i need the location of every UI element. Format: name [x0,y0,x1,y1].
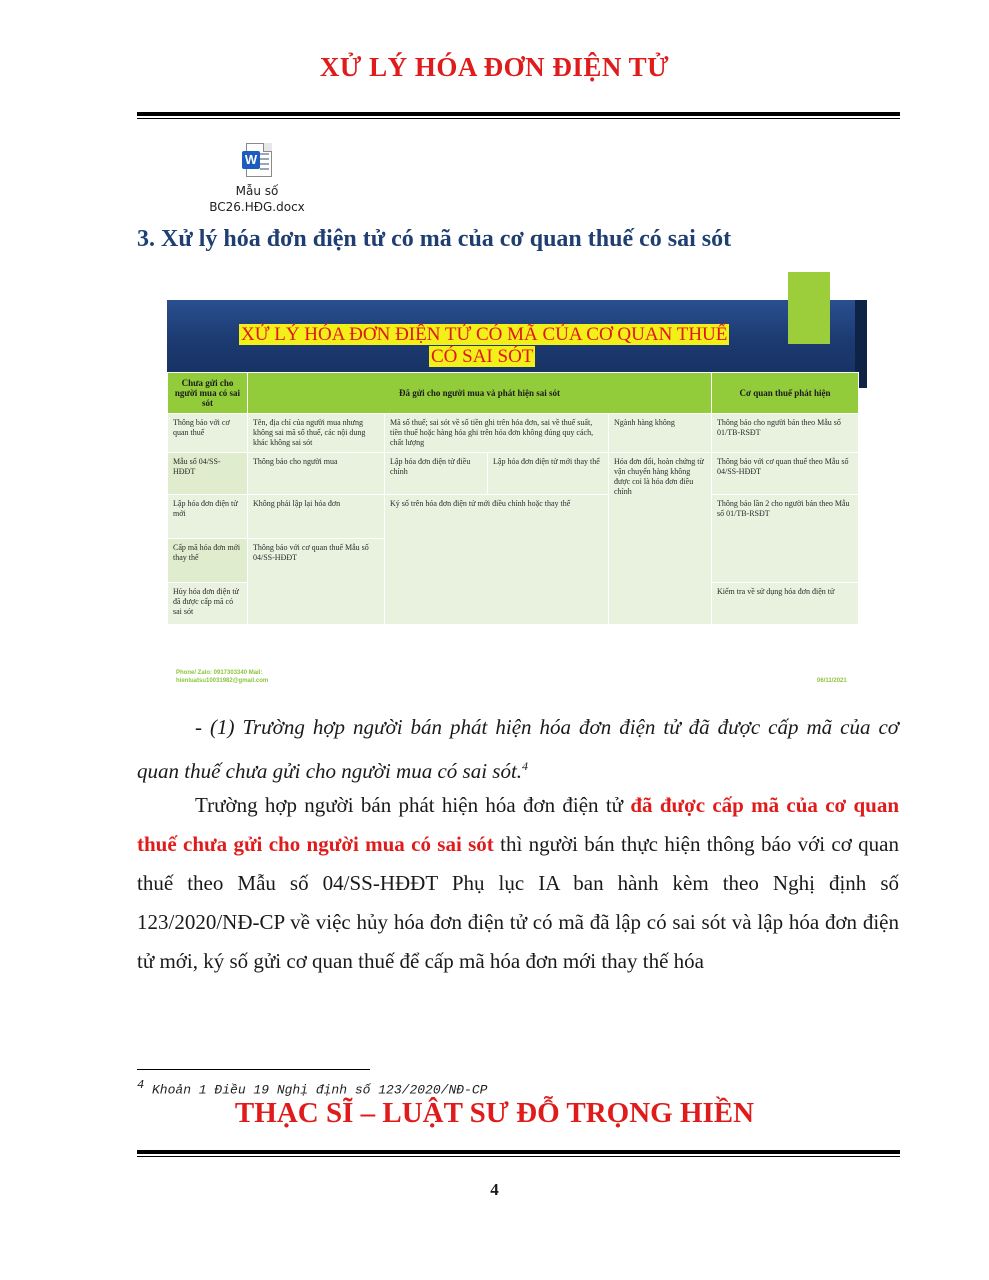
paragraph-2: Trường hợp người bán phát hiện hóa đơn điện tử đã được cấp mã của cơ quan thuế chưa gửi cho người mua có sai sót thì người bán thực hiện thông báo với cơ quan thuế theo Mẫu số 04/SS-HĐĐT Phụ lục IA ban hành kèm theo Nghị định số 123/2020/NĐ-CP về việc hủy hóa đơn điện tử có mã đã lập có sai sót và lập hóa đơn điện tử mới, ký số gửi cơ quan thuế để cấp mã hóa đơn mới thay thế hóa [137,793,899,973]
table-cell: Lập hóa đơn điện tử mới [168,495,248,539]
footer-rule-thick [137,1150,900,1154]
header-rule-thick [137,112,900,116]
table-cell: Hủy hóa đơn điện tử đã được cấp mã có sai sót [168,583,248,625]
attachment-docx[interactable] [205,143,309,215]
table-cell: Kiểm tra về sử dụng hóa đơn điện tử [712,583,859,625]
table-cell: Thông báo với cơ quan thuế theo Mẫu số 04/SS-HĐĐT [712,453,859,495]
highlight-text: đã được cấp mã của cơ quan thuế chưa gửi cho người mua có sai sót [137,793,899,856]
slide-title-line2: CÓ SAI SÓT [431,346,534,367]
footnote: $^4$ Khoản 1 Điều 19 Nghị định số 123/2020/NĐ-CP [137,1078,488,1098]
table-cell: Thông báo với cơ quan thuế Mẫu số 04/SS-HĐĐT [248,539,385,625]
table-cell: Thông báo lần 2 cho người bán theo Mẫu số 01/TB-RSĐT [712,495,859,583]
table-header: Chưa gửi cho người mua có sai sót [168,373,248,414]
table-cell: Thông báo cho người mua [248,453,385,495]
attachment-label: Mẫu số BC26.HĐG.docx [209,184,305,214]
table-cell: Cấp mã hóa đơn mới thay thế [168,539,248,583]
table-cell: Thông báo cho người bán theo Mẫu số 01/TB-RSĐT [712,414,859,453]
slide-footer-date: 06/11/2021 [817,678,847,684]
table-cell: Mã số thuế; sai sót về số tiền ghi trên hóa đơn, sai về thuế suất, tiền thuế hoặc hàng hóa ghi trên hóa đơn không đúng quy cách, chất lượng [385,414,609,453]
table-cell: Tên, địa chỉ của người mua nhưng không sai mã số thuế, các nội dung khác không sai sót [248,414,385,453]
footnote-rule [137,1069,370,1070]
section-heading: 3. Xử lý hóa đơn điện tử có mã của cơ quan thuế có sai sót [137,226,732,252]
table-cell: Không phải lập lại hóa đơn [248,495,385,539]
page-footer-title: THẠC SĨ – LUẬT SƯ ĐỖ TRỌNG HIỀN [234,1097,755,1129]
embedded-slide [167,272,867,692]
table-cell: Hóa đơn đổi, hoàn chứng từ vận chuyển hàng không được coi là hóa đơn điều chỉnh [609,453,712,625]
table-cell: Mẫu số 04/SS-HĐĐT [168,453,248,495]
table-cell: Thông báo với cơ quan thuế [168,414,248,453]
paragraph-1: - (1) Trường hợp người bán phát hiện hóa đơn điện tử đã được cấp mã của cơ quan thuế chưa gửi cho người mua có sai sót.$^4$ [137,715,899,783]
table-cell: Ngành hàng không [609,414,712,453]
table-cell: Lập hóa đơn điện tử mới thay thế [488,453,609,495]
table-cell: Ký số trên hóa đơn điện tử mới điều chỉnh hoặc thay thế [385,495,609,625]
slide-accent-block [788,272,830,344]
footer-rule-thin [137,1156,900,1157]
header-rule-thin [137,118,900,119]
table-header: Đã gửi cho người mua và phát hiện sai sót [248,373,712,414]
table-header: Cơ quan thuế phát hiện [712,373,859,414]
slide-footer-contact: Phone/ Zalo: 0917303340 Mail: hienluatsu10031982@gmail.com [176,670,269,684]
table-cell: Lập hóa đơn điện tử điều chỉnh [385,453,488,495]
page-number: 4 [490,1180,499,1199]
page-header-title: XỬ LÝ HÓA ĐƠN ĐIỆN TỬ [319,52,670,82]
word-docx-icon: W [242,143,272,179]
slide-title-line1: XỬ LÝ HÓA ĐƠN ĐIỆN TỬ CÓ MÃ CỦA CƠ QUAN THUẾ [241,324,728,345]
slide-table [167,372,859,625]
